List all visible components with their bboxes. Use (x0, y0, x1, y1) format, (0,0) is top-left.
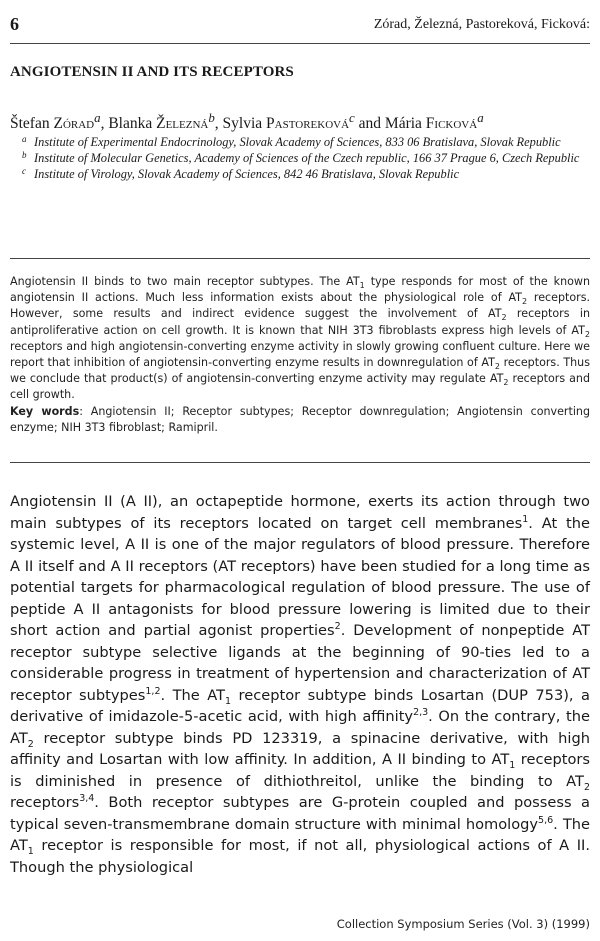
journal-footer: Collection Symposium Series (Vol. 3) (1999) (336, 917, 590, 931)
author-last-name: Pastoreková (266, 115, 350, 133)
subscript: 1 (359, 281, 365, 291)
author-separator: , (100, 115, 109, 133)
abstract-text: receptors. However, some results and indirect evidence suggest the involvement of AT (10, 291, 590, 321)
subscript: 2 (494, 362, 500, 372)
affiliation-text: Institute of Experimental Endocrinology, Slovak Academy of Sciences, 833 06 Bratislava, Slovak Republic (34, 135, 561, 149)
subscript: 2 (521, 297, 528, 307)
body-text-run: receptor subtype binds PD 123319, a spinacine derivative, with high affinity and Losartan with low affinity. In addition, A II binding to AT (10, 729, 590, 768)
reference-marker: 2,3 (413, 707, 429, 719)
abstract-top-rule (10, 258, 590, 259)
article-title: ANGIOTENSIN II AND ITS RECEPTORS (10, 64, 294, 80)
reference-marker: 2 (334, 621, 341, 633)
affiliation-mark: b (22, 150, 27, 160)
abstract (10, 274, 590, 436)
keywords-label: Key words (10, 404, 80, 418)
affiliation-mark: a (22, 134, 27, 144)
abstract-text: receptors and cell growth. (10, 372, 591, 402)
body-text-run: . The AT (10, 815, 590, 854)
reference-marker: 1,2 (145, 685, 161, 697)
running-title: Zórad, Železná, Pastoreková, Ficková: (373, 17, 590, 32)
author-first-name: Štefan (10, 115, 54, 133)
running-header (10, 14, 590, 36)
author-first-name: Blanka (108, 115, 157, 133)
subscript: 1 (225, 695, 232, 707)
affiliation (22, 166, 582, 182)
author-separator: and (354, 115, 385, 133)
body-text-run: . The AT (160, 686, 226, 704)
author-affiliation-mark: c (349, 110, 355, 125)
author-affiliation-mark: b (208, 110, 215, 125)
abstract-text: receptors and high angiotensin-converting enzyme activity in slowly growing confluent culture. Here we report that inhibition of angiotensin-converting enzyme results in downregulation of AT (10, 339, 590, 370)
affiliation (22, 150, 582, 166)
body-text-run: receptors is diminished in presence of dithiothreitol, unlike the binding to AT (10, 751, 590, 790)
affiliation-mark: c (22, 166, 26, 176)
subscript: 2 (583, 781, 590, 793)
author-affiliation-mark: a (94, 110, 101, 125)
abstract-bottom-rule (10, 462, 590, 463)
body-text-run: receptor subtype binds Losartan (DUP 753), a derivative of imidazole-5-acetic acid, with high affinity (10, 686, 590, 725)
abstract-text: receptors in antiproliferative action on cell growth. It is known that NIH 3T3 fibroblasts express high levels of AT (10, 307, 590, 337)
author-affiliation-mark: a (477, 110, 484, 125)
abstract-text: Angiotensin II binds to two main receptor subtypes. The AT (10, 275, 360, 288)
header-rule (10, 43, 590, 44)
keywords-text: : Angiotensin II; Receptor subtypes; Receptor downregulation; Angiotensin converting enzyme; NIH 3T3 fibroblast; Ramipril. (10, 404, 590, 434)
abstract-text: type responds for most of the known angiotensin II actions. Much less information exists about the physiological role of AT (10, 275, 591, 305)
body-text-run: . Development of nonpeptide AT receptor subtype selective ligands at the beginning of 90-ties led to a considerable progress in treatment of hypertension and characterization of AT receptor subtypes (10, 622, 590, 704)
subscript: 2 (584, 329, 590, 339)
body-text-run: . At the systemic level, A II is one of the major regulators of blood pressure. Therefore A II itself and A II receptors (AT receptors) have been studied for a long time as potential targets for pharmacological regulation of blood pressure. The use of peptide A II antagonists for blood pressure lowering is limited due to their short action and partial agonist properties (10, 514, 590, 639)
author-last-name: Železná (156, 115, 209, 133)
subscript: 2 (27, 738, 34, 750)
author-separator: , (214, 115, 223, 133)
subscript: 1 (27, 845, 34, 857)
affiliation (22, 134, 582, 150)
affiliation-text: Institute of Molecular Genetics, Academy of Sciences of the Czech republic, 166 37 Prague 6, Czech Republic (34, 151, 580, 165)
author-last-name: Zórad (53, 115, 95, 133)
body-text-run: receptors (10, 794, 80, 811)
author-first-name: Sylvia (222, 115, 267, 133)
subscript: 2 (501, 313, 507, 323)
author-first-name: Mária (384, 115, 426, 133)
page-number: 6 (10, 14, 19, 34)
abstract-text: receptors. Thus we conclude that product(s) of angiotensin-converting enzyme activity may regulate AT (10, 356, 590, 386)
body-text-run: . On the contrary, the AT (10, 708, 590, 747)
reference-marker: 5,6 (538, 814, 554, 826)
reference-marker: 3,4 (79, 793, 95, 805)
body-text-run: receptor is responsible for most, if not all, physiological actions of A II. Though the physiological (10, 837, 590, 876)
affiliation-list (22, 134, 582, 182)
body-text (10, 491, 590, 878)
author-last-name: Ficková (425, 115, 478, 133)
body-text-run: Angiotensin II (A II), an octapeptide hormone, exerts its action through two main subtypes of its receptors located on target cell membranes (10, 493, 590, 532)
subscript: 2 (503, 378, 509, 388)
body-text-run: . Both receptor subtypes are G-protein coupled and possess a typical seven-transmembrane domain structure with minimal homology (10, 794, 590, 833)
reference-marker: 1 (522, 513, 529, 525)
author-list (10, 110, 484, 133)
affiliation-text: Institute of Virology, Slovak Academy of Sciences, 842 46 Bratislava, Slovak Republic (34, 167, 460, 181)
subscript: 1 (509, 759, 516, 771)
